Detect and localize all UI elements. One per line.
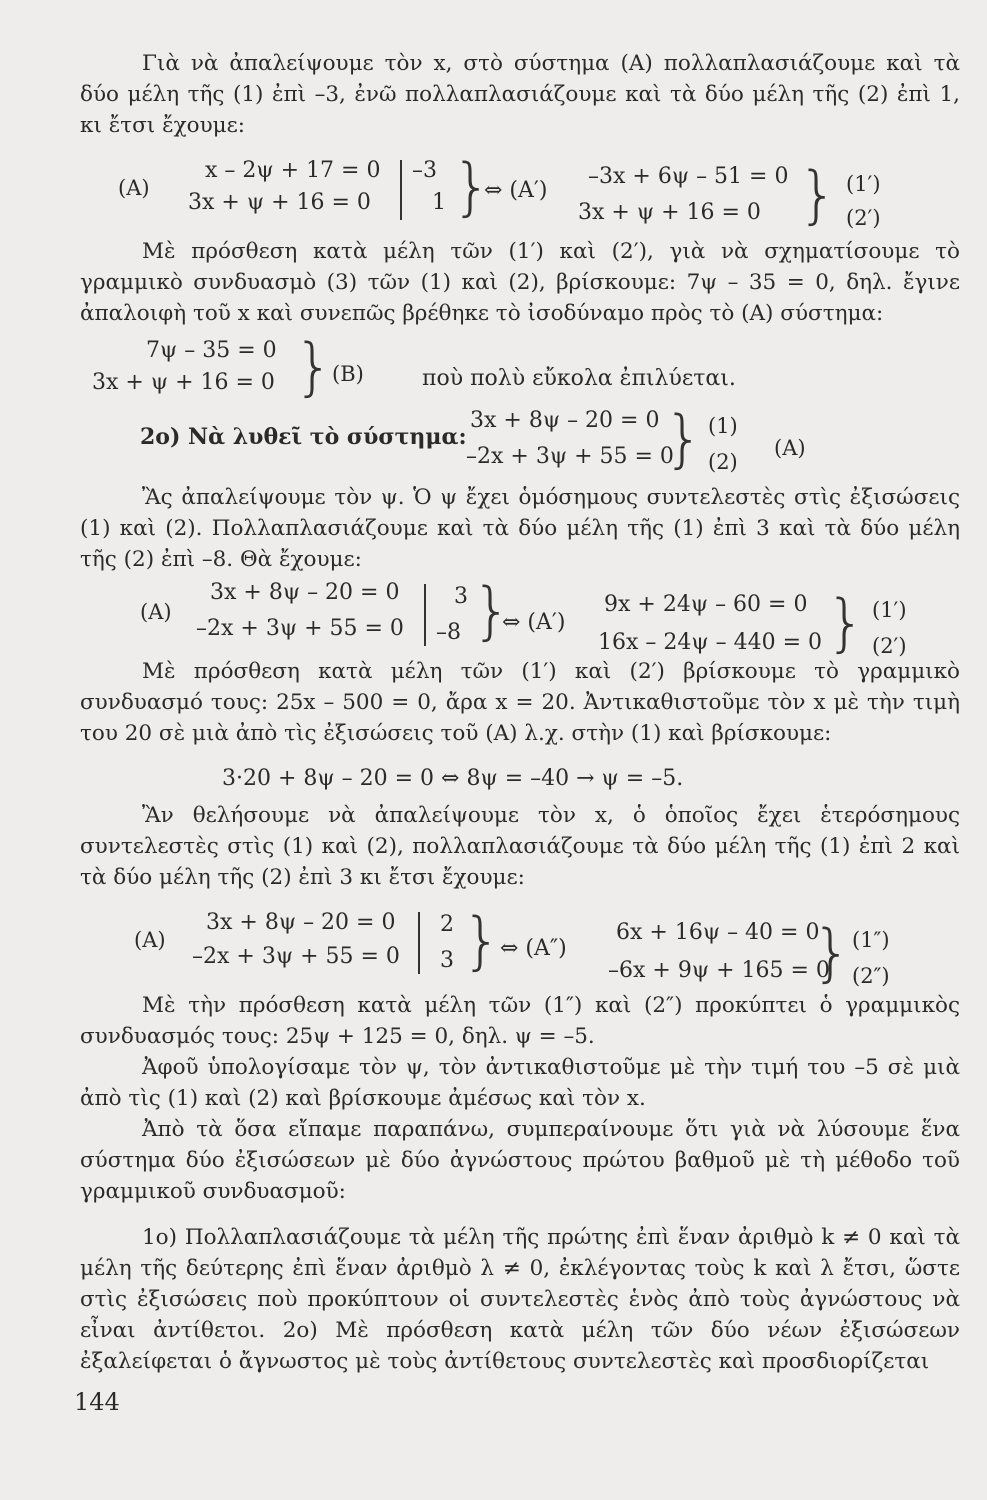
system-label: (Α) bbox=[140, 600, 172, 624]
equation-tag: (1′) bbox=[846, 172, 881, 196]
equation-tag: (1′) bbox=[872, 598, 907, 622]
equation: 3x + 8ψ – 20 = 0 bbox=[206, 910, 396, 935]
multiplier: 1 bbox=[432, 190, 446, 215]
equation: 3x + 8ψ – 20 = 0 bbox=[470, 408, 660, 433]
multiplier: –8 bbox=[436, 620, 461, 645]
equation-tag: (2′) bbox=[872, 634, 907, 658]
equation: x – 2ψ + 17 = 0 bbox=[205, 158, 381, 183]
paragraph-3: Ἂς ἀπαλείψουμε τὸν ψ. Ὁ ψ ἔχει ὁμόσημους συντελεστὲς στὶς ἐξισώσεις (1) καὶ (2). Πολλαπλασιάζουμε καὶ τὰ δύο μέλη τῆς (1) ἐπὶ 3 καὶ τὰ δύο μέλη τῆς (2) ἐπὶ –8. Θὰ ἔχουμε: bbox=[80, 485, 960, 572]
equation: 3x + ψ + 16 = 0 bbox=[578, 200, 761, 225]
problem-heading: 2ο) Νὰ λυθεῖ τὸ σύστημα: bbox=[140, 424, 467, 450]
equation: 3x + ψ + 16 = 0 bbox=[92, 370, 275, 395]
paragraph-6: Μὲ τὴν πρόσθεση κατὰ μέλη τῶν (1″) καὶ (2″) προκύπτει ὁ γραμμικὸς συνδυασμός τους: 25ψ + 125 = 0, δηλ. ψ = –5. bbox=[80, 993, 960, 1049]
multiplier-bar bbox=[400, 160, 402, 220]
system-label: (Α) bbox=[774, 436, 806, 460]
equivalence: ⇔ (Α′) bbox=[502, 610, 566, 635]
right-brace: } bbox=[452, 150, 492, 223]
equation-tag: (1″) bbox=[852, 928, 890, 952]
right-brace: } bbox=[798, 158, 838, 231]
system-note: ποὺ πολὺ εὔκολα ἐπιλύεται. bbox=[422, 366, 736, 391]
paragraph-2: Μὲ πρόσθεση κατὰ μέλη τῶν (1′) καὶ (2′), γιὰ νὰ σχηματίσουμε τὸ γραμμικὸ συνδυασμὸ (3) τῶν (1) καὶ (2), βρίσκουμε: 7ψ – 35 = 0, δηλ. ἔγινε ἀπαλοιφὴ τοῦ x καὶ συνεπῶς βρέθηκε τὸ ἰσοδύναμο πρὸς τὸ (Α) σύστημα: bbox=[80, 239, 960, 326]
paragraph-4: Μὲ πρόσθεση κατὰ μέλη τῶν (1′) καὶ (2′) βρίσκουμε τὸ γραμμικὸ συνδυασμό τους: 25x – 500 = 0, ἄρα x = 20. Ἀντικαθιστοῦμε τὸν x μὲ τὴν τιμὴ του 20 σὲ μιὰ ἀπὸ τὶς ἐξισώσεις τοῦ (Α) λ.χ. στὴν (1) καὶ βρίσκουμε: bbox=[80, 659, 960, 746]
right-brace: } bbox=[462, 904, 502, 977]
multiplier: 3 bbox=[440, 948, 454, 973]
equation-tag: (1) bbox=[708, 414, 738, 438]
equation: 3x + ψ + 16 = 0 bbox=[188, 190, 371, 215]
paragraph-5: Ἂν θελήσουμε νὰ ἀπαλείψουμε τὸν x, ὁ ὁποῖος ἔχει ἑτερόσημους συντελεστὲς στὶς (1) καὶ (2), πολλαπλασιάζουμε τὰ δύο μέλη τῆς (1) ἐπὶ 2 καὶ τὰ δύο μέλη τῆς (2) ἐπὶ 3 κι ἔτσι ἔχουμε: bbox=[80, 803, 960, 890]
paragraph-8: Ἀπὸ τὰ ὅσα εἴπαμε παραπάνω, συμπεραίνουμε ὅτι γιὰ νὰ λύσουμε ἕνα σύστημα δύο ἐξισώσεων μὲ δύο ἀγνώστους πρώτου βαθμοῦ μὲ τὴ μέθοδο τοῦ γραμμικοῦ συνδυασμοῦ: bbox=[80, 1117, 960, 1204]
right-brace: } bbox=[664, 402, 704, 475]
equivalence: ⇔ (Α″) bbox=[500, 936, 567, 961]
equation-tag: (2′) bbox=[846, 206, 881, 230]
equation: 16x – 24ψ – 440 = 0 bbox=[598, 630, 823, 655]
system-label: (Α) bbox=[118, 176, 150, 200]
multiplier-bar bbox=[418, 912, 420, 974]
equation: –2x + 3ψ + 55 = 0 bbox=[192, 944, 400, 969]
multiplier: 3 bbox=[454, 584, 468, 609]
paragraph-1: Γιὰ νὰ ἀπαλείψουμε τὸν x, στὸ σύστημα (Α) πολλαπλασιάζουμε καὶ τὰ δύο μέλη τῆς (1) ἐπὶ –3, ἐνῶ πολλαπλασιάζουμε καὶ τὰ δύο μέλη τῆς (2) ἐπὶ 1, κι ἔτσι ἔχουμε: bbox=[80, 51, 960, 138]
right-brace: } bbox=[294, 330, 334, 403]
multiplier-bar bbox=[424, 584, 426, 646]
equation: –6x + 9ψ + 165 = 0 bbox=[608, 958, 830, 983]
equation-tag: (2″) bbox=[852, 964, 890, 988]
system-label: (Α) bbox=[134, 928, 166, 952]
system-label: (Β) bbox=[332, 362, 364, 386]
right-brace: } bbox=[472, 574, 512, 647]
equivalence: ⇔ (Α′) bbox=[484, 178, 548, 203]
multiplier: 2 bbox=[440, 912, 454, 937]
equation: 3x + 8ψ – 20 = 0 bbox=[210, 580, 400, 605]
right-brace: } bbox=[812, 916, 852, 989]
substitution-equation: 3·20 + 8ψ – 20 = 0 ⇔ 8ψ = –40 → ψ = –5. bbox=[222, 766, 684, 791]
equation: 6x + 16ψ – 40 = 0 bbox=[616, 920, 820, 945]
equation: 7ψ – 35 = 0 bbox=[146, 338, 277, 363]
equation: 9x + 24ψ – 60 = 0 bbox=[604, 592, 808, 617]
paragraph-9: 1ο) Πολλαπλασιάζουμε τὰ μέλη τῆς πρώτης ἐπὶ ἕναν ἀριθμὸ k ≠ 0 καὶ τὰ μέλη τῆς δεύτερης ἐπὶ ἕναν ἀριθμὸ λ ≠ 0, ἐκλέγοντας τοὺς k καὶ λ ἔτσι, ὥστε στὶς ἐξισώσεις ποὺ προκύπτουν οἱ συντελεστὲς ἑνὸς ἀπὸ τοὺς ἀγνώστους νὰ εἶναι ἀντίθετοι. 2ο) Μὲ πρόσθεση κατὰ μέλη τῶν δύο νέων ἐξισώσεων ἐξαλείφεται ὁ ἄγνωστος μὲ τοὺς ἀντίθετους συντελεστὲς καὶ προσδιορίζεται bbox=[80, 1225, 960, 1374]
page-number: 144 bbox=[74, 1388, 120, 1416]
equation: –2x + 3ψ + 55 = 0 bbox=[196, 616, 404, 641]
equation: –2x + 3ψ + 55 = 0 bbox=[466, 444, 674, 469]
right-brace: } bbox=[826, 586, 866, 659]
paragraph-7: Ἀφοῦ ὑπολογίσαμε τὸν ψ, τὸν ἀντικαθιστοῦμε μὲ τὴν τιμή του –5 σὲ μιὰ ἀπὸ τὶς (1) καὶ (2) καὶ βρίσκουμε ἀμέσως καὶ τὸν x. bbox=[80, 1055, 960, 1111]
equation: –3x + 6ψ – 51 = 0 bbox=[588, 164, 789, 189]
equation-tag: (2) bbox=[708, 450, 738, 474]
multiplier: –3 bbox=[412, 158, 437, 183]
